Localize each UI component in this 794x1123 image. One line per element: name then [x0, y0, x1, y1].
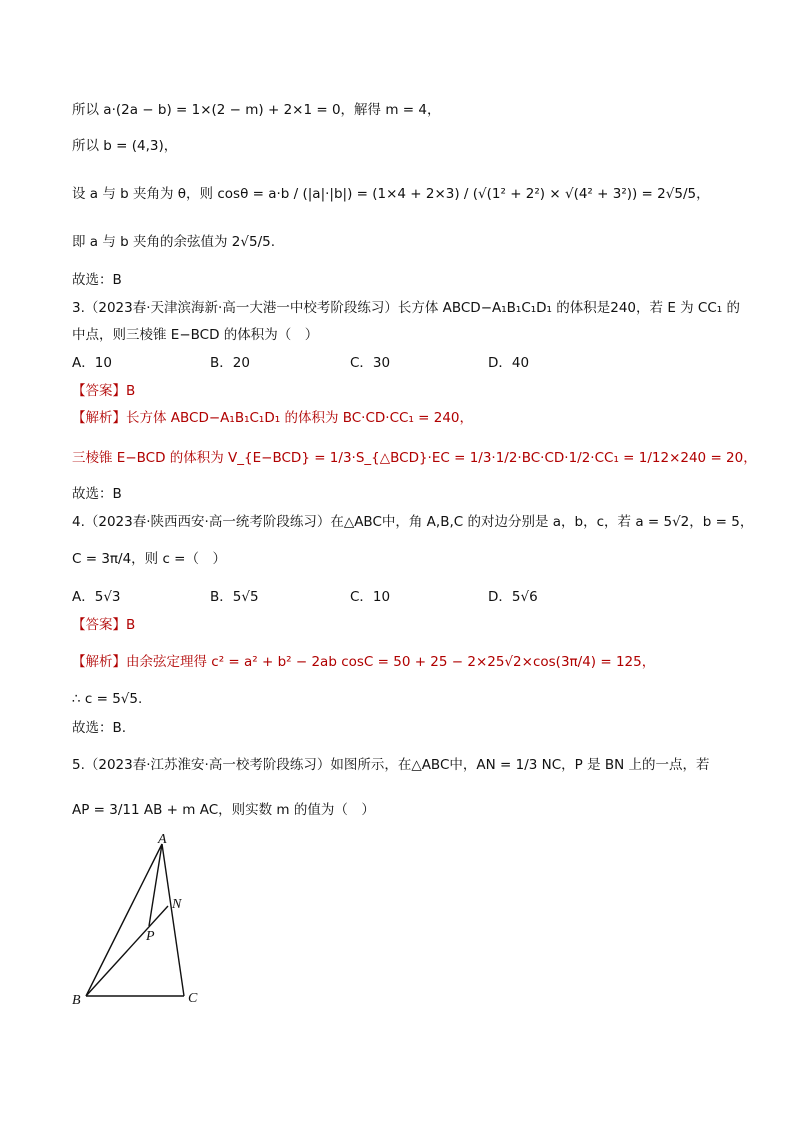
sol2-line1: 所以 a·(2a − b) = 1×(2 − m) + 2×1 = 0，解得 m = 4， — [72, 102, 441, 118]
q3-option-a: A．10 — [72, 355, 112, 371]
label-p: P — [146, 929, 155, 944]
q4-choice: 故选：B. — [72, 720, 127, 736]
q4-stem-line1: 4.（2023春·陕西西安·高一统考阶段练习）在△ABC中，角 A,B,C 的对边分别是 a，b，c，若 a = 5√2，b = 5， — [72, 514, 754, 530]
label-c: C — [188, 991, 198, 1006]
q4-answer: 【答案】B — [72, 617, 136, 633]
q4-option-a: A．5√3 — [72, 589, 121, 605]
q3-option-b: B．20 — [210, 355, 250, 371]
q3-answer: 【答案】B — [72, 383, 136, 399]
segment-ac — [162, 844, 184, 996]
sol2-choice: 故选：B — [72, 272, 122, 288]
q4-option-c: C．10 — [350, 589, 391, 605]
sol2-line3: 设 a 与 b 夹角为 θ，则 cosθ = a·b / (|a|·|b|) = (1×4 + 2×3) / (√(1² + 2²) × √(4² + 3²)) = 2√5/5， — [72, 186, 710, 202]
q3-choice: 故选：B — [72, 486, 122, 502]
q3-option-c: C．30 — [350, 355, 391, 371]
q5-stem-line1: 5.（2023春·江苏淮安·高一校考阶段练习）如图所示，在△ABC中，AN = 1/3 NC，P 是 BN 上的一点，若 — [72, 757, 710, 773]
segment-bn — [86, 906, 168, 996]
q3-analysis-line1 — [72, 408, 473, 428]
q3-option-d: D．40 — [488, 355, 530, 371]
label-b: B — [72, 993, 81, 1008]
q4-analysis-line1: 【解析】由余弦定理得 c² = a² + b² − 2ab cosC = 50 + 25 − 2×25√2×cos(3π/4) = 125， — [72, 654, 656, 670]
q4-analysis-line2: ∴ c = 5√5. — [72, 691, 143, 707]
q4-option-d: D．5√6 — [488, 589, 538, 605]
q5-stem-line2: AP = 3/11 AB + m AC，则实数 m 的值为（ ） — [72, 802, 375, 818]
q4-stem-line2: C = 3π/4，则 c =（ ） — [72, 551, 226, 567]
label-n: N — [172, 897, 182, 912]
triangle-figure — [70, 832, 210, 1012]
q3-stem-line1: 3.（2023春·天津滨海新·高一大港一中校考阶段练习）长方体 ABCD−A₁B₁C₁D₁ 的体积是240，若 E 为 CC₁ 的 — [72, 300, 740, 316]
label-a: A — [158, 832, 167, 847]
q3-stem-line2: 中点，则三棱锥 E−BCD 的体积为（ ） — [72, 327, 319, 343]
q3-analysis-line2: 三棱锥 E−BCD 的体积为 V_{E−BCD} = 1/3·S_{△BCD}·EC = 1/3·1/2·BC·CD·1/2·CC₁ = 1/12×240 = 20， — [72, 450, 757, 466]
sol2-line2: 所以 b = (4,3)， — [72, 138, 178, 154]
q4-option-b: B．5√5 — [210, 589, 259, 605]
sol2-line4: 即 a 与 b 夹角的余弦值为 2√5/5. — [72, 234, 276, 250]
q3-analysis-text: 【解析】长方体 ABCD−A₁B₁C₁D₁ 的体积为 BC·CD·CC₁ = 240， — [72, 410, 474, 426]
